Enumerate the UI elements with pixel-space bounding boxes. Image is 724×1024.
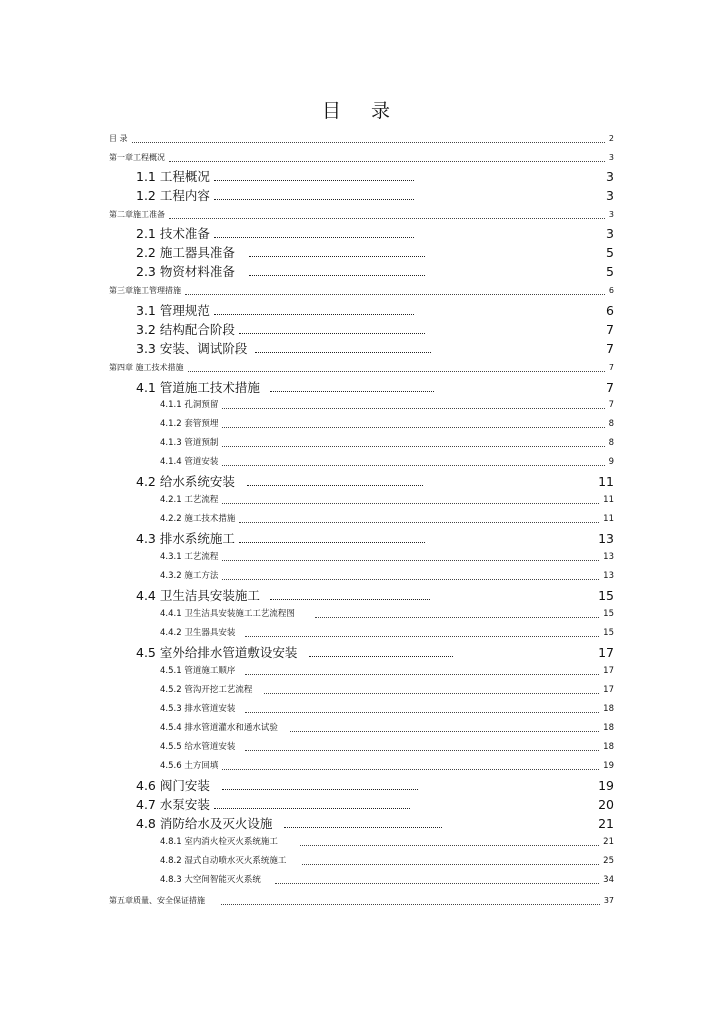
dot-leader xyxy=(239,333,425,334)
toc-entry[interactable] xyxy=(109,897,614,905)
toc-entry-page: 17 xyxy=(603,685,614,695)
toc-entry[interactable] xyxy=(160,838,614,847)
toc-entry-label: 1.1 工程概况 xyxy=(136,169,210,184)
toc-entry-page: 15 xyxy=(598,588,614,603)
toc-entry-page: 7 xyxy=(606,341,614,356)
toc-entry-label: 4.8 消防给水及灭火设施 xyxy=(136,816,273,831)
toc-entry-page: 15 xyxy=(603,609,614,619)
dot-leader xyxy=(222,446,604,447)
toc-entry[interactable] xyxy=(160,667,614,676)
dot-leader xyxy=(222,789,418,790)
dot-leader xyxy=(245,750,599,751)
toc-entry[interactable] xyxy=(136,647,614,660)
dot-leader xyxy=(169,161,605,162)
toc-entry-page: 2 xyxy=(608,134,614,143)
toc-entry[interactable] xyxy=(136,324,614,337)
dot-leader xyxy=(222,465,604,466)
dot-leader xyxy=(290,731,599,732)
dot-leader xyxy=(185,294,605,295)
dot-leader xyxy=(222,769,599,770)
toc-entry[interactable] xyxy=(136,780,614,793)
toc-entry-page: 37 xyxy=(603,896,614,905)
toc-entry-label: 2.3 物资材料准备 xyxy=(136,264,235,279)
dot-leader xyxy=(245,674,599,675)
toc-entry-page: 19 xyxy=(603,761,614,771)
toc-entry-label: 4.4.2 卫生器具安装 xyxy=(160,628,236,638)
dot-leader xyxy=(214,199,414,200)
toc-entry-page: 7 xyxy=(608,363,614,372)
toc-entry[interactable] xyxy=(160,705,614,714)
toc-entry[interactable] xyxy=(109,364,614,372)
dot-leader xyxy=(222,560,599,561)
toc-entry[interactable] xyxy=(136,190,614,203)
dot-leader xyxy=(221,904,600,905)
toc-entry-page: 3 xyxy=(608,210,614,219)
toc-entry-page: 5 xyxy=(606,264,614,279)
toc-entry-page: 13 xyxy=(603,571,614,581)
toc-entry[interactable] xyxy=(160,439,614,448)
toc-entry[interactable] xyxy=(109,135,614,143)
toc-entry[interactable] xyxy=(160,876,614,885)
toc-entry-label: 4.8.2 湿式自动喷水灭火系统施工 xyxy=(160,856,287,866)
dot-leader xyxy=(214,314,414,315)
dot-leader xyxy=(214,237,414,238)
toc-entry[interactable] xyxy=(160,610,614,619)
toc-entry[interactable] xyxy=(136,266,614,279)
toc-entry[interactable] xyxy=(109,211,614,219)
toc-entry-page: 8 xyxy=(608,419,614,429)
toc-entry[interactable] xyxy=(160,515,614,524)
dot-leader xyxy=(270,391,434,392)
toc-entry-page: 11 xyxy=(603,495,614,505)
toc-entry-label: 2.1 技术准备 xyxy=(136,226,210,241)
toc-entry[interactable] xyxy=(136,382,614,395)
toc-entry-page: 6 xyxy=(608,286,614,295)
toc-entry-label: 第三章施工管理措施 xyxy=(109,286,181,295)
toc-entry-page: 19 xyxy=(598,778,614,793)
toc-entry-page: 11 xyxy=(598,474,614,489)
toc-entry[interactable] xyxy=(109,287,614,295)
toc-entry-page: 18 xyxy=(603,704,614,714)
dot-leader xyxy=(300,845,599,846)
toc-entry[interactable] xyxy=(136,228,614,241)
toc-entry[interactable] xyxy=(160,724,614,733)
toc-entry-label: 4.1.2 套管预埋 xyxy=(160,419,219,429)
toc-entry-label: 4.1.4 管道安装 xyxy=(160,457,219,467)
toc-entry[interactable] xyxy=(136,799,614,812)
toc-entry-page: 6 xyxy=(606,303,614,318)
toc-entry[interactable] xyxy=(136,305,614,318)
toc-entry[interactable] xyxy=(160,686,614,695)
toc-entry-page: 13 xyxy=(603,552,614,562)
toc-entry-page: 20 xyxy=(598,797,614,812)
toc-entry-label: 3.3 安装、调试阶段 xyxy=(136,341,248,356)
toc-entry-page: 21 xyxy=(598,816,614,831)
dot-leader xyxy=(309,656,453,657)
toc-entry[interactable] xyxy=(160,401,614,410)
toc-entry[interactable] xyxy=(160,762,614,771)
dot-leader xyxy=(169,218,605,219)
toc-entry-label: 4.5.1 管道施工顺序 xyxy=(160,666,236,676)
toc-entry-label: 4.3.1 工艺流程 xyxy=(160,552,219,562)
toc-entry[interactable] xyxy=(136,343,614,356)
dot-leader xyxy=(284,827,442,828)
toc-entry-page: 8 xyxy=(608,438,614,448)
toc-entry-label: 4.3 排水系统施工 xyxy=(136,531,235,546)
toc-entry-label: 目 录 xyxy=(109,134,128,143)
dot-leader xyxy=(247,485,423,486)
toc-entry[interactable] xyxy=(160,743,614,752)
toc-entry-label: 4.6 阀门安装 xyxy=(136,778,210,793)
dot-leader xyxy=(302,864,599,865)
toc-entry[interactable] xyxy=(136,590,614,603)
dot-leader xyxy=(222,408,604,409)
dot-leader xyxy=(249,275,425,276)
toc-entry-label: 第五章质量、安全保证措施 xyxy=(109,896,205,905)
toc-entry-page: 3 xyxy=(606,169,614,184)
toc-entry-page: 17 xyxy=(598,645,614,660)
dot-leader xyxy=(270,599,430,600)
toc-entry-label: 4.4.1 卫生洁具安装施工工艺流程图 xyxy=(160,609,295,619)
toc-entry-page: 15 xyxy=(603,628,614,638)
toc-entry-page: 21 xyxy=(603,837,614,847)
toc-entry-label: 3.2 结构配合阶段 xyxy=(136,322,235,337)
dot-leader xyxy=(249,256,425,257)
dot-leader xyxy=(255,352,431,353)
dot-leader xyxy=(222,579,599,580)
toc-entry-label: 4.7 水泵安装 xyxy=(136,797,210,812)
dot-leader xyxy=(188,371,605,372)
toc-entry[interactable] xyxy=(136,476,614,489)
toc-entry-label: 第四章 施工技术措施 xyxy=(109,363,184,372)
toc-entry-page: 7 xyxy=(606,380,614,395)
dot-leader xyxy=(132,142,605,143)
toc-entry[interactable] xyxy=(109,154,614,162)
toc-entry-page: 3 xyxy=(608,153,614,162)
dot-leader xyxy=(275,883,599,884)
dot-leader xyxy=(214,180,414,181)
toc-entry-label: 4.8.1 室内消火栓灭火系统施工 xyxy=(160,837,278,847)
toc-entry-label: 4.1.1 孔洞预留 xyxy=(160,400,219,410)
toc-entry-label: 4.5.5 给水管道安装 xyxy=(160,742,236,752)
toc-entry-label: 4.3.2 施工方法 xyxy=(160,571,219,581)
toc-entry-page: 18 xyxy=(603,742,614,752)
toc-entry-page: 34 xyxy=(603,875,614,885)
toc-entry[interactable] xyxy=(136,533,614,546)
dot-leader xyxy=(214,808,410,809)
toc-entry-label: 1.2 工程内容 xyxy=(136,188,210,203)
toc-entry-label: 4.5.4 排水管道灌水和通水试验 xyxy=(160,723,278,733)
toc-entry-label: 4.4 卫生洁具安装施工 xyxy=(136,588,260,603)
toc-entry-label: 4.2 给水系统安装 xyxy=(136,474,235,489)
dot-leader xyxy=(245,636,599,637)
toc-entry-page: 5 xyxy=(606,245,614,260)
dot-leader xyxy=(239,542,425,543)
toc-entry[interactable] xyxy=(136,247,614,260)
dot-leader xyxy=(245,712,599,713)
toc-entry-page: 7 xyxy=(606,322,614,337)
toc-entry-page: 11 xyxy=(603,514,614,524)
toc-entry-page: 13 xyxy=(598,531,614,546)
toc-entry[interactable] xyxy=(160,496,614,505)
toc-entry-page: 7 xyxy=(608,400,614,410)
toc-entry-page: 18 xyxy=(603,723,614,733)
toc-entry-page: 3 xyxy=(606,188,614,203)
toc-entry[interactable] xyxy=(160,857,614,866)
toc-entry[interactable] xyxy=(136,171,614,184)
toc-entry-label: 4.5.6 土方回填 xyxy=(160,761,219,771)
toc-entry[interactable] xyxy=(160,420,614,429)
dot-leader xyxy=(239,522,599,523)
dot-leader xyxy=(222,503,599,504)
toc-entry[interactable] xyxy=(136,818,614,831)
toc-entry[interactable] xyxy=(160,553,614,562)
dot-leader xyxy=(315,617,599,618)
toc-entry-page: 9 xyxy=(608,457,614,467)
toc-entry-label: 4.2.1 工艺流程 xyxy=(160,495,219,505)
toc-entry-label: 第二章施工准备 xyxy=(109,210,165,219)
toc-entry-label: 4.5 室外给排水管道敷设安装 xyxy=(136,645,298,660)
toc-entry[interactable] xyxy=(160,629,614,638)
toc-title: 目 录 xyxy=(321,100,403,122)
toc-entry-label: 4.8.3 大空间智能灭火系统 xyxy=(160,875,261,885)
toc-entry-label: 4.5.3 排水管道安装 xyxy=(160,704,236,714)
toc-entry-page: 17 xyxy=(603,666,614,676)
dot-leader xyxy=(264,693,599,694)
toc-entry-label: 3.1 管理规范 xyxy=(136,303,210,318)
toc-entry-label: 第一章工程概况 xyxy=(109,153,165,162)
toc-entry-page: 25 xyxy=(603,856,614,866)
dot-leader xyxy=(222,427,604,428)
toc-entry-label: 4.1.3 管道预制 xyxy=(160,438,219,448)
toc-entry[interactable] xyxy=(160,572,614,581)
toc-entry-label: 2.2 施工器具准备 xyxy=(136,245,235,260)
toc-entry-label: 4.5.2 管沟开挖工艺流程 xyxy=(160,685,253,695)
toc-entry-page: 3 xyxy=(606,226,614,241)
toc-entry-label: 4.1 管道施工技术措施 xyxy=(136,380,260,395)
toc-entry-label: 4.2.2 施工技术措施 xyxy=(160,514,236,524)
toc-entry[interactable] xyxy=(160,458,614,467)
